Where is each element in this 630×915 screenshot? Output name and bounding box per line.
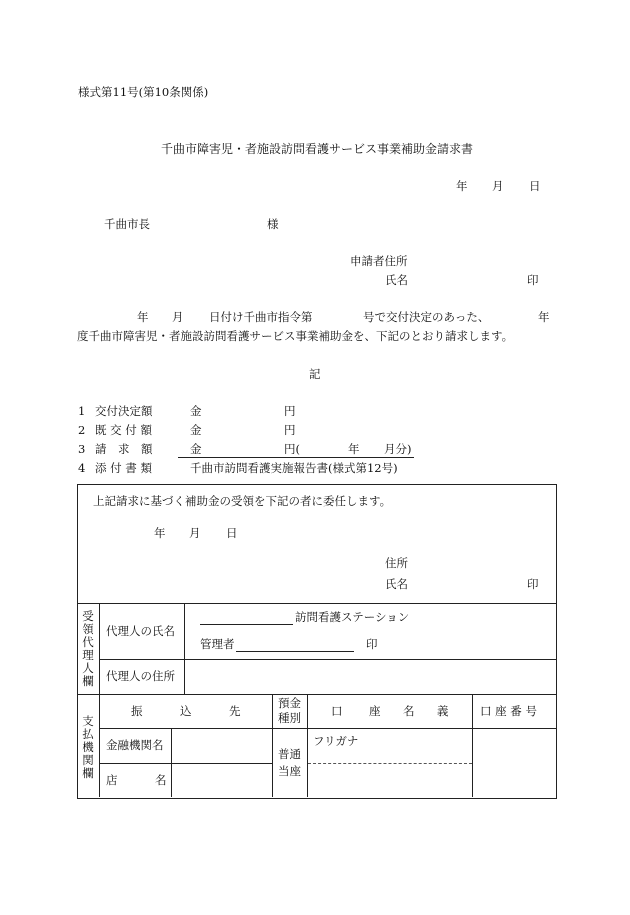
header-holder-3: 名	[403, 704, 415, 718]
delegation-month: 月	[189, 526, 201, 540]
item-2-prefix: 金	[190, 423, 202, 437]
body-end-year: 年	[538, 310, 550, 324]
header-holder-4: 義	[437, 704, 449, 718]
item-3-month: 月分)	[384, 442, 412, 456]
agent-side-label: 受 領 代 理 人 欄	[82, 609, 94, 688]
date-year: 年	[456, 179, 468, 193]
applicant-seal: 印	[527, 273, 539, 287]
ki-heading: 記	[309, 367, 321, 381]
item-3-prefix: 金	[190, 442, 202, 456]
body-line-2: 度千曲市障害児・者施設訪問看護サービス事業補助金を、下記のとおり請求します。	[77, 329, 514, 343]
header-account-number: 口 座 番 号	[480, 704, 537, 718]
station-blank	[200, 624, 293, 625]
branch-label-1: 店	[106, 773, 118, 787]
item-3-no: 3	[78, 442, 86, 456]
item-4-label: 添 付 書 類	[95, 461, 152, 475]
item-2-suffix: 円	[284, 423, 296, 437]
item-1-prefix: 金	[190, 404, 202, 418]
delegation-statement: 上記請求に基づく補助金の受領を下記の者に委任します。	[93, 494, 392, 508]
deposit-type-current: 当座	[278, 764, 301, 778]
delegation-name-label: 氏名	[385, 577, 408, 591]
form-number: 様式第11号(第10条関係)	[78, 85, 209, 99]
body-rest: 号で交付決定のあった、	[363, 310, 490, 324]
item-4-value: 千曲市訪問看護実施報告書(様式第12号)	[190, 461, 398, 475]
manager-seal: 印	[366, 637, 378, 651]
branch-label-2: 名	[155, 773, 167, 787]
item-3-label: 請 求 額	[95, 442, 153, 456]
body-year: 年	[137, 310, 149, 324]
addressee-name: 千曲市長	[104, 217, 150, 231]
header-transfer-1: 振	[131, 704, 143, 718]
date-day: 日	[529, 179, 541, 193]
bank-name-label: 金融機関名	[106, 738, 164, 752]
applicant-address-label: 申請者住所	[350, 254, 408, 268]
item-1-no: 1	[78, 404, 86, 418]
item-2-label: 既 交 付 額	[95, 423, 152, 437]
manager-label: 管理者	[200, 637, 235, 651]
payment-side-label: 支 払 機 関 欄	[82, 714, 94, 780]
agent-address-label: 代理人の住所	[106, 669, 175, 683]
header-deposit-2: 種別	[278, 711, 301, 725]
item-1-suffix: 円	[284, 404, 296, 418]
agent-name-label: 代理人の氏名	[106, 624, 175, 638]
addressee-honorific: 様	[267, 217, 279, 231]
delegation-day: 日	[226, 526, 238, 540]
furigana-label: フリガナ	[313, 734, 359, 748]
header-deposit-1: 預金	[278, 696, 301, 710]
header-holder-2: 座	[369, 704, 381, 718]
body-month: 月	[172, 310, 184, 324]
item-1-label: 交付決定額	[95, 404, 153, 418]
item-3-suffix: 円(	[284, 442, 300, 456]
header-holder-1: 口	[331, 704, 343, 718]
manager-blank	[236, 651, 354, 652]
date-month: 月	[492, 179, 504, 193]
header-transfer-2: 込	[180, 704, 192, 718]
body-mid: 日付け千曲市指令第	[209, 310, 313, 324]
item-3-year: 年	[348, 442, 360, 456]
header-transfer-3: 先	[229, 704, 241, 718]
delegation-seal: 印	[527, 577, 539, 591]
delegation-address-label: 住所	[385, 556, 408, 570]
document-title: 千曲市障害児・者施設訪問看護サービス事業補助金請求書	[161, 142, 474, 156]
item-3-underline	[178, 457, 414, 458]
station-suffix: 訪問看護ステーション	[295, 610, 410, 624]
deposit-type-ordinary: 普通	[278, 747, 301, 761]
item-2-no: 2	[78, 423, 86, 437]
applicant-name-label: 氏名	[385, 273, 408, 287]
item-4-no: 4	[78, 461, 86, 475]
delegation-year: 年	[154, 526, 166, 540]
